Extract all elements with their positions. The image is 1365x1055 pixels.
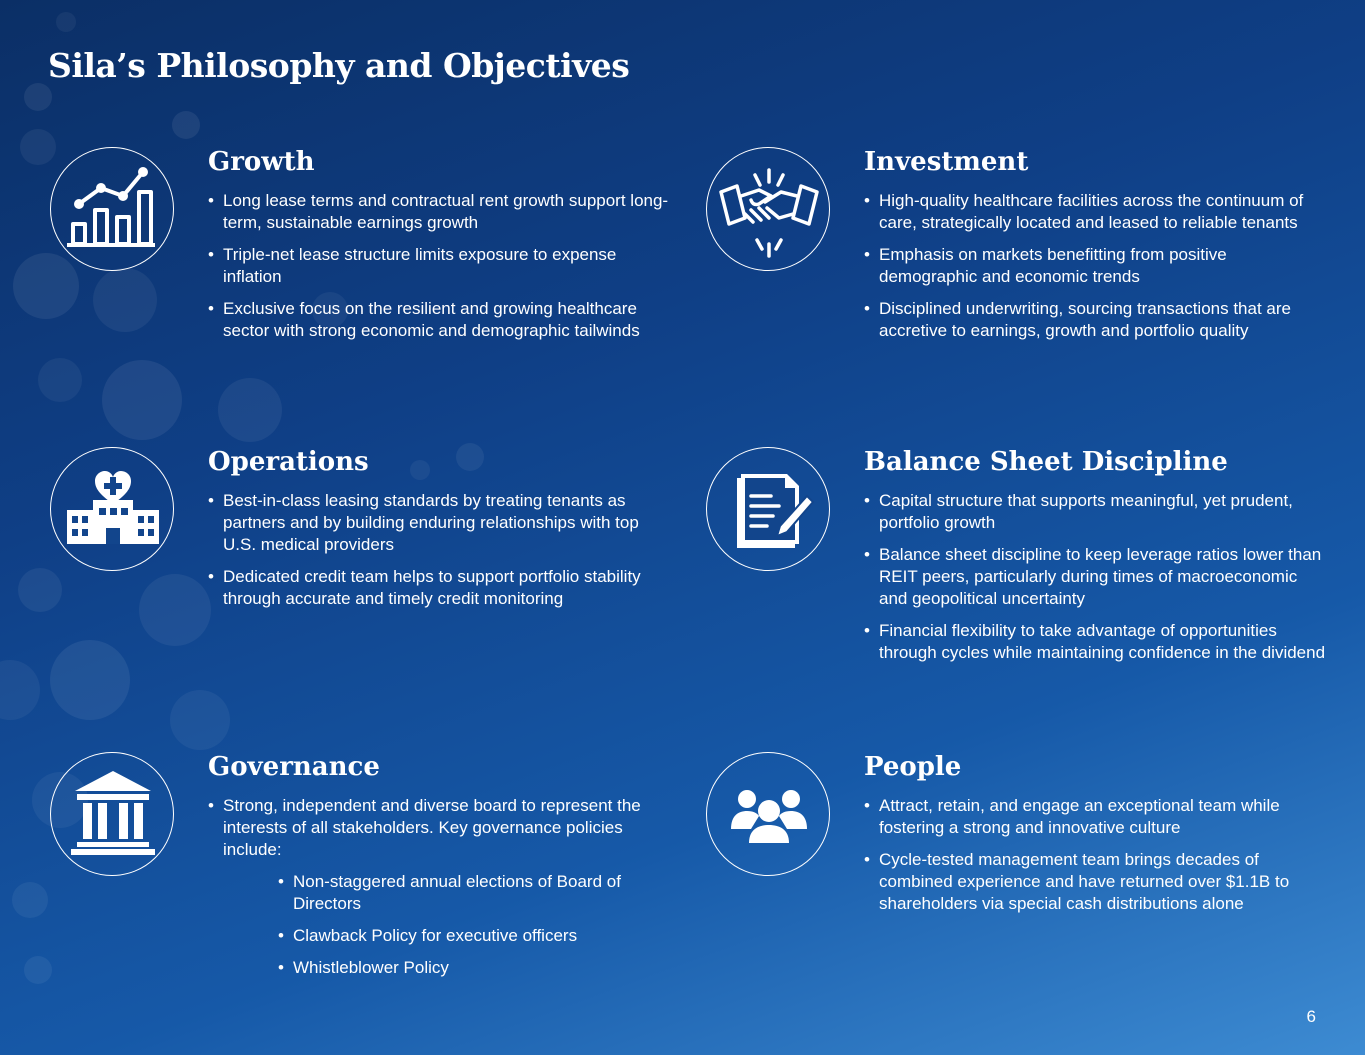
balance-sheet-section	[706, 447, 1326, 707]
list-item	[208, 795, 670, 979]
list-item: • Exclusive focus on the resilient and growing healthcare sector with strong economic and demographic tailwinds	[208, 298, 670, 342]
people-bullets	[864, 795, 1326, 925]
list-item: • Long lease terms and contractual rent growth support long-term, sustainable earnings growth	[208, 190, 670, 234]
people-heading: People	[864, 752, 962, 782]
bar-chart-trend-icon	[50, 147, 174, 271]
list-item: • Financial flexibility to take advantage of opportunities through cycles while maintaining confidence in the dividend	[864, 620, 1326, 664]
document-pen-icon	[706, 447, 830, 571]
investment-bullets	[864, 190, 1326, 352]
people-section	[706, 752, 1326, 1012]
list-item: • Balance sheet discipline to keep leverage ratios lower than REIT peers, particularly during times of macroeconomic and geopolitical uncertainty	[864, 544, 1326, 610]
operations-bullets	[208, 490, 670, 620]
growth-section	[50, 147, 670, 407]
governance-bullets	[208, 795, 670, 989]
page-number: 6	[1306, 1007, 1316, 1026]
list-item: • Disciplined underwriting, sourcing transactions that are accretive to earnings, growth and portfolio quality	[864, 298, 1326, 342]
list-item: • Dedicated credit team helps to support portfolio stability through accurate and timely credit monitoring	[208, 566, 670, 610]
investment-section	[706, 147, 1326, 407]
governance-sub-bullets	[278, 871, 670, 979]
page-title: Sila’s Philosophy and Objectives	[48, 46, 630, 85]
balance-sheet-heading: Balance Sheet Discipline	[864, 447, 1228, 477]
growth-bullets	[208, 190, 670, 352]
list-item: • Clawback Policy for executive officers	[278, 925, 670, 947]
list-item: • Emphasis on markets benefitting from positive demographic and economic trends	[864, 244, 1326, 288]
list-item: • Capital structure that supports meaningful, yet prudent, portfolio growth	[864, 490, 1326, 534]
hospital-icon	[50, 447, 174, 571]
growth-heading: Growth	[208, 147, 315, 177]
governance-bullet-text: Strong, independent and diverse board to represent the interests of all stakeholders. Key governance policies include:	[223, 796, 641, 859]
operations-heading: Operations	[208, 447, 369, 477]
operations-section	[50, 447, 670, 707]
list-item: • Non-staggered annual elections of Board of Directors	[278, 871, 670, 915]
investment-heading: Investment	[864, 147, 1029, 177]
list-item: • Attract, retain, and engage an exceptional team while fostering a strong and innovative culture	[864, 795, 1326, 839]
list-item: • Best-in-class leasing standards by treating tenants as partners and by building enduring relationships with top U.S. medical providers	[208, 490, 670, 556]
balance-sheet-bullets	[864, 490, 1326, 674]
governance-section	[50, 752, 670, 1012]
people-group-icon	[706, 752, 830, 876]
list-item: • Cycle-tested management team brings decades of combined experience and have returned over $1.1B to shareholders via special cash distributions alone	[864, 849, 1326, 915]
handshake-icon	[706, 147, 830, 271]
list-item: • High-quality healthcare facilities across the continuum of care, strategically located and leased to reliable tenants	[864, 190, 1326, 234]
list-item: • Triple-net lease structure limits exposure to expense inflation	[208, 244, 670, 288]
list-item: • Whistleblower Policy	[278, 957, 670, 979]
courthouse-icon	[50, 752, 174, 876]
governance-heading: Governance	[208, 752, 380, 782]
